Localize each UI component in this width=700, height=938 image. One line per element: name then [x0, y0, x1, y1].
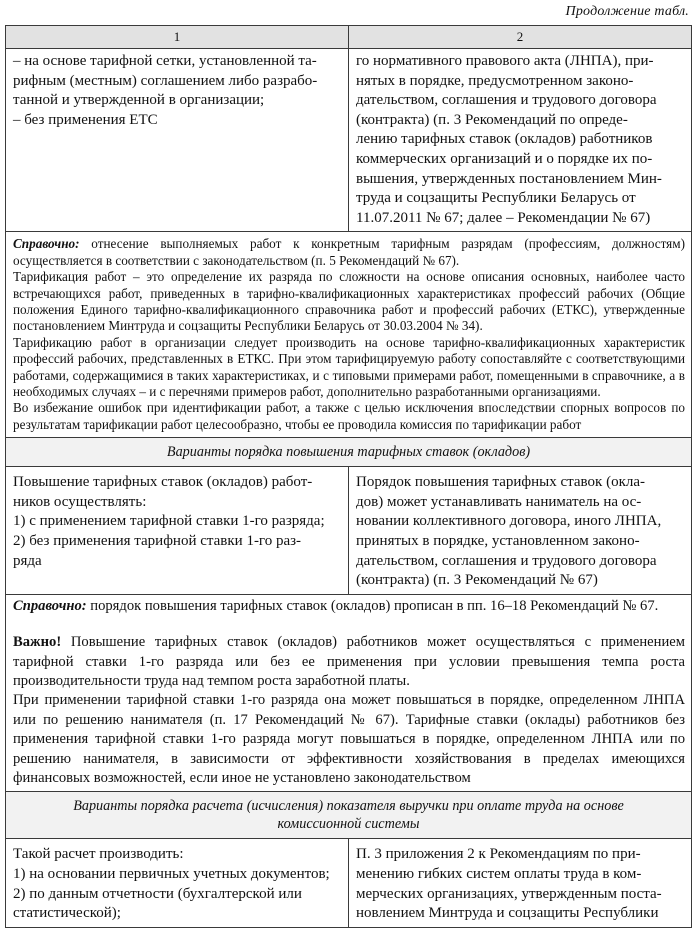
note-paragraph: [13, 236, 685, 269]
text-line: (контракта) (п. 3 Рекомендаций № 67): [356, 572, 598, 589]
text-line: лению тарифных ставок (окладов) работников: [356, 131, 653, 148]
table-row: [6, 467, 692, 595]
document-table: [5, 25, 692, 928]
reference-note-2: [6, 595, 691, 619]
text-line: 1) с применением тарифной ставки 1-го разряда;: [13, 513, 325, 530]
row2-left-cell: [6, 467, 349, 595]
reference-label: Справочно:: [13, 597, 87, 614]
section-heading-text: Варианты порядка повышения тарифных ставок (окладов): [6, 438, 691, 466]
text-line: Порядок повышения тарифных ставок (окла-: [356, 474, 645, 491]
text-line: новании коллективного договора, иного ЛНПА,: [356, 513, 662, 530]
text-line: менению гибких систем оплаты труда в ком-: [356, 866, 642, 883]
important-paragraph: [13, 633, 685, 691]
text-line: ряда: [13, 552, 42, 569]
reference-note-1: [6, 232, 692, 438]
text-line: дательством, соглашения и трудового договора: [356, 552, 657, 569]
table-header-row: [6, 26, 692, 49]
text-line: дов) может устанавливать наниматель на ос-: [356, 493, 642, 510]
text-line: – на основе тарифной сетки, установленной та-: [13, 53, 317, 69]
note-paragraph: Тарификация работ – это определение их разряда по сложности на основе описания основных, наиболее часто встречающихся работ, приведенных в тарифно-квалификационных характеристиках профессий рабочих (Общие положения Единого тарифно-квалификационного справочника работ и профессий рабочих (ЕТКС), утвержденные постановлением Минтруда и соцзащиты Республики Беларусь от 30.03.2004 № 34).: [13, 269, 685, 334]
text-line: новлением Минтруда и соцзащиты Республики: [356, 905, 659, 922]
note-text: отнесение выполняемых работ к конкретным тарифным разрядам (профессиям, должностям) осуществляется в соответствии с законодательством (п. 5 Рекомендаций № 67).: [13, 236, 685, 268]
notes-important-cell: [6, 594, 692, 792]
row2-right-text: [349, 467, 691, 594]
row2-left-text: [6, 467, 348, 574]
row1-right-cell: [349, 49, 692, 232]
row3-left-cell: [6, 839, 349, 927]
text-line: 2) без применения тарифной ставки 1-го раз-: [13, 533, 302, 549]
table-row: [6, 232, 692, 438]
text-line: 2) по данным отчетности (бухгалтерской или: [13, 885, 302, 902]
section-header-row: [6, 438, 692, 467]
note-text: порядок повышения тарифных ставок (окладов) прописан в пп. 16–18 Рекомендаций № 67.: [86, 597, 659, 614]
row3-right-text: [349, 839, 691, 926]
row1-left-text: [6, 49, 348, 133]
text-line: 11.07.2011 № 67; далее – Рекомендации № 67): [356, 209, 651, 226]
text-line: П. 3 приложения 2 к Рекомендациям по при-: [356, 846, 641, 863]
text-line: принятых в порядке, установленном законо-: [356, 533, 640, 549]
text-line: танной и утвержденной в организации;: [13, 92, 265, 109]
text-line: 1) на основании первичных учетных документов;: [13, 866, 330, 883]
text-line: ников осуществлять:: [13, 493, 147, 510]
text-line: (контракта) (п. 3 Рекомендаций по опреде-: [356, 111, 628, 128]
reference-label: Справочно:: [13, 236, 80, 252]
reference-note-text: [6, 232, 691, 437]
important-text: Повышение тарифных ставок (окладов) работников может осуществляться с применением тарифной ставки 1-го разряда или без ее применения при условии превышения темпа роста производительности труда над темпом роста заработной платы.: [13, 634, 685, 689]
row2-right-cell: [349, 467, 692, 595]
note-paragraph: Во избежание ошибок при идентификации работ, а также с целью исключения впоследствии спорных вопросов по результатам тарификации работ целесообразно, чтобы ее проводила комиссия по тарификации работ: [13, 400, 685, 432]
table-row: [6, 49, 692, 232]
continuation-label: Продолжение табл.: [565, 4, 689, 19]
row1-left-cell: [6, 49, 349, 232]
section-heading-commission: [6, 792, 692, 839]
text-line: Такой расчет производить:: [13, 846, 184, 863]
text-line: – без применения ЕТС: [13, 111, 158, 128]
text-line: вышения, утвержденных постановлением Мин-: [356, 170, 662, 187]
important-label: Важно!: [13, 634, 62, 651]
section-header-row: [6, 792, 692, 839]
text-line: труда и соцзащиты Республики Беларусь от: [356, 190, 636, 207]
section-heading-text: Варианты порядка расчета (исчисления) показателя выручки при оплате труда на основе комиссионной системы: [6, 792, 691, 838]
text-line: статистической);: [13, 905, 121, 922]
section-heading-tariff-increase: [6, 438, 692, 467]
row3-right-cell: [349, 839, 692, 927]
important-paragraph: При применении тарифной ставки 1-го разряда она может повышаться в порядке, определенном ЛНПА или по решению нанимателя (п. 17 Рекомендаций № 67). Тарифные ставки (оклады) работников без применения тарифной ставки 1-го разряда могут повышаться в порядке, определенном ЛНПА или по решению нанимателя, в зависимости от эффективности хозяйствования в пределах имеющихся финансовых возможностей, если иное не установлено законодательством: [13, 692, 685, 787]
note-paragraph: Тарификацию работ в организации следует производить на основе тарифно-квалификационных характеристик профессий рабочих, представленных в ЕТКС. При этом тарифицируемую работу сопоставляйте с соответствующими работами, содержащимися в таких характеристиках, и с типовыми примерами работ, помещенными в справочнике, а в необходимых случаях – и с перечнями примеров работ, дополнительно разработанными организациями.: [13, 334, 685, 399]
table-row: [6, 839, 692, 927]
column-number-1: 1: [6, 26, 349, 49]
text-line: Повышение тарифных ставок (окладов) работ-: [13, 474, 313, 491]
table-row: [6, 594, 692, 792]
row3-left-text: [6, 839, 348, 926]
column-number-2: 2: [349, 26, 692, 49]
spacer: [6, 619, 691, 631]
text-line: дательством, соглашения и трудового договора: [356, 92, 657, 109]
text-line: го нормативного правового акта (ЛНПА), при-: [356, 53, 654, 69]
text-line: нятых в порядке, предусмотренном законо-: [356, 72, 634, 89]
text-line: коммерческих организаций и о порядке их по-: [356, 150, 653, 167]
important-note: [6, 631, 691, 791]
text-line: мерческих организациях, утвержденным поста-: [356, 885, 662, 902]
note-paragraph: [13, 597, 685, 616]
text-line: рифным (местным) соглашением либо разрабо-: [13, 72, 318, 89]
row1-right-text: [349, 49, 691, 231]
